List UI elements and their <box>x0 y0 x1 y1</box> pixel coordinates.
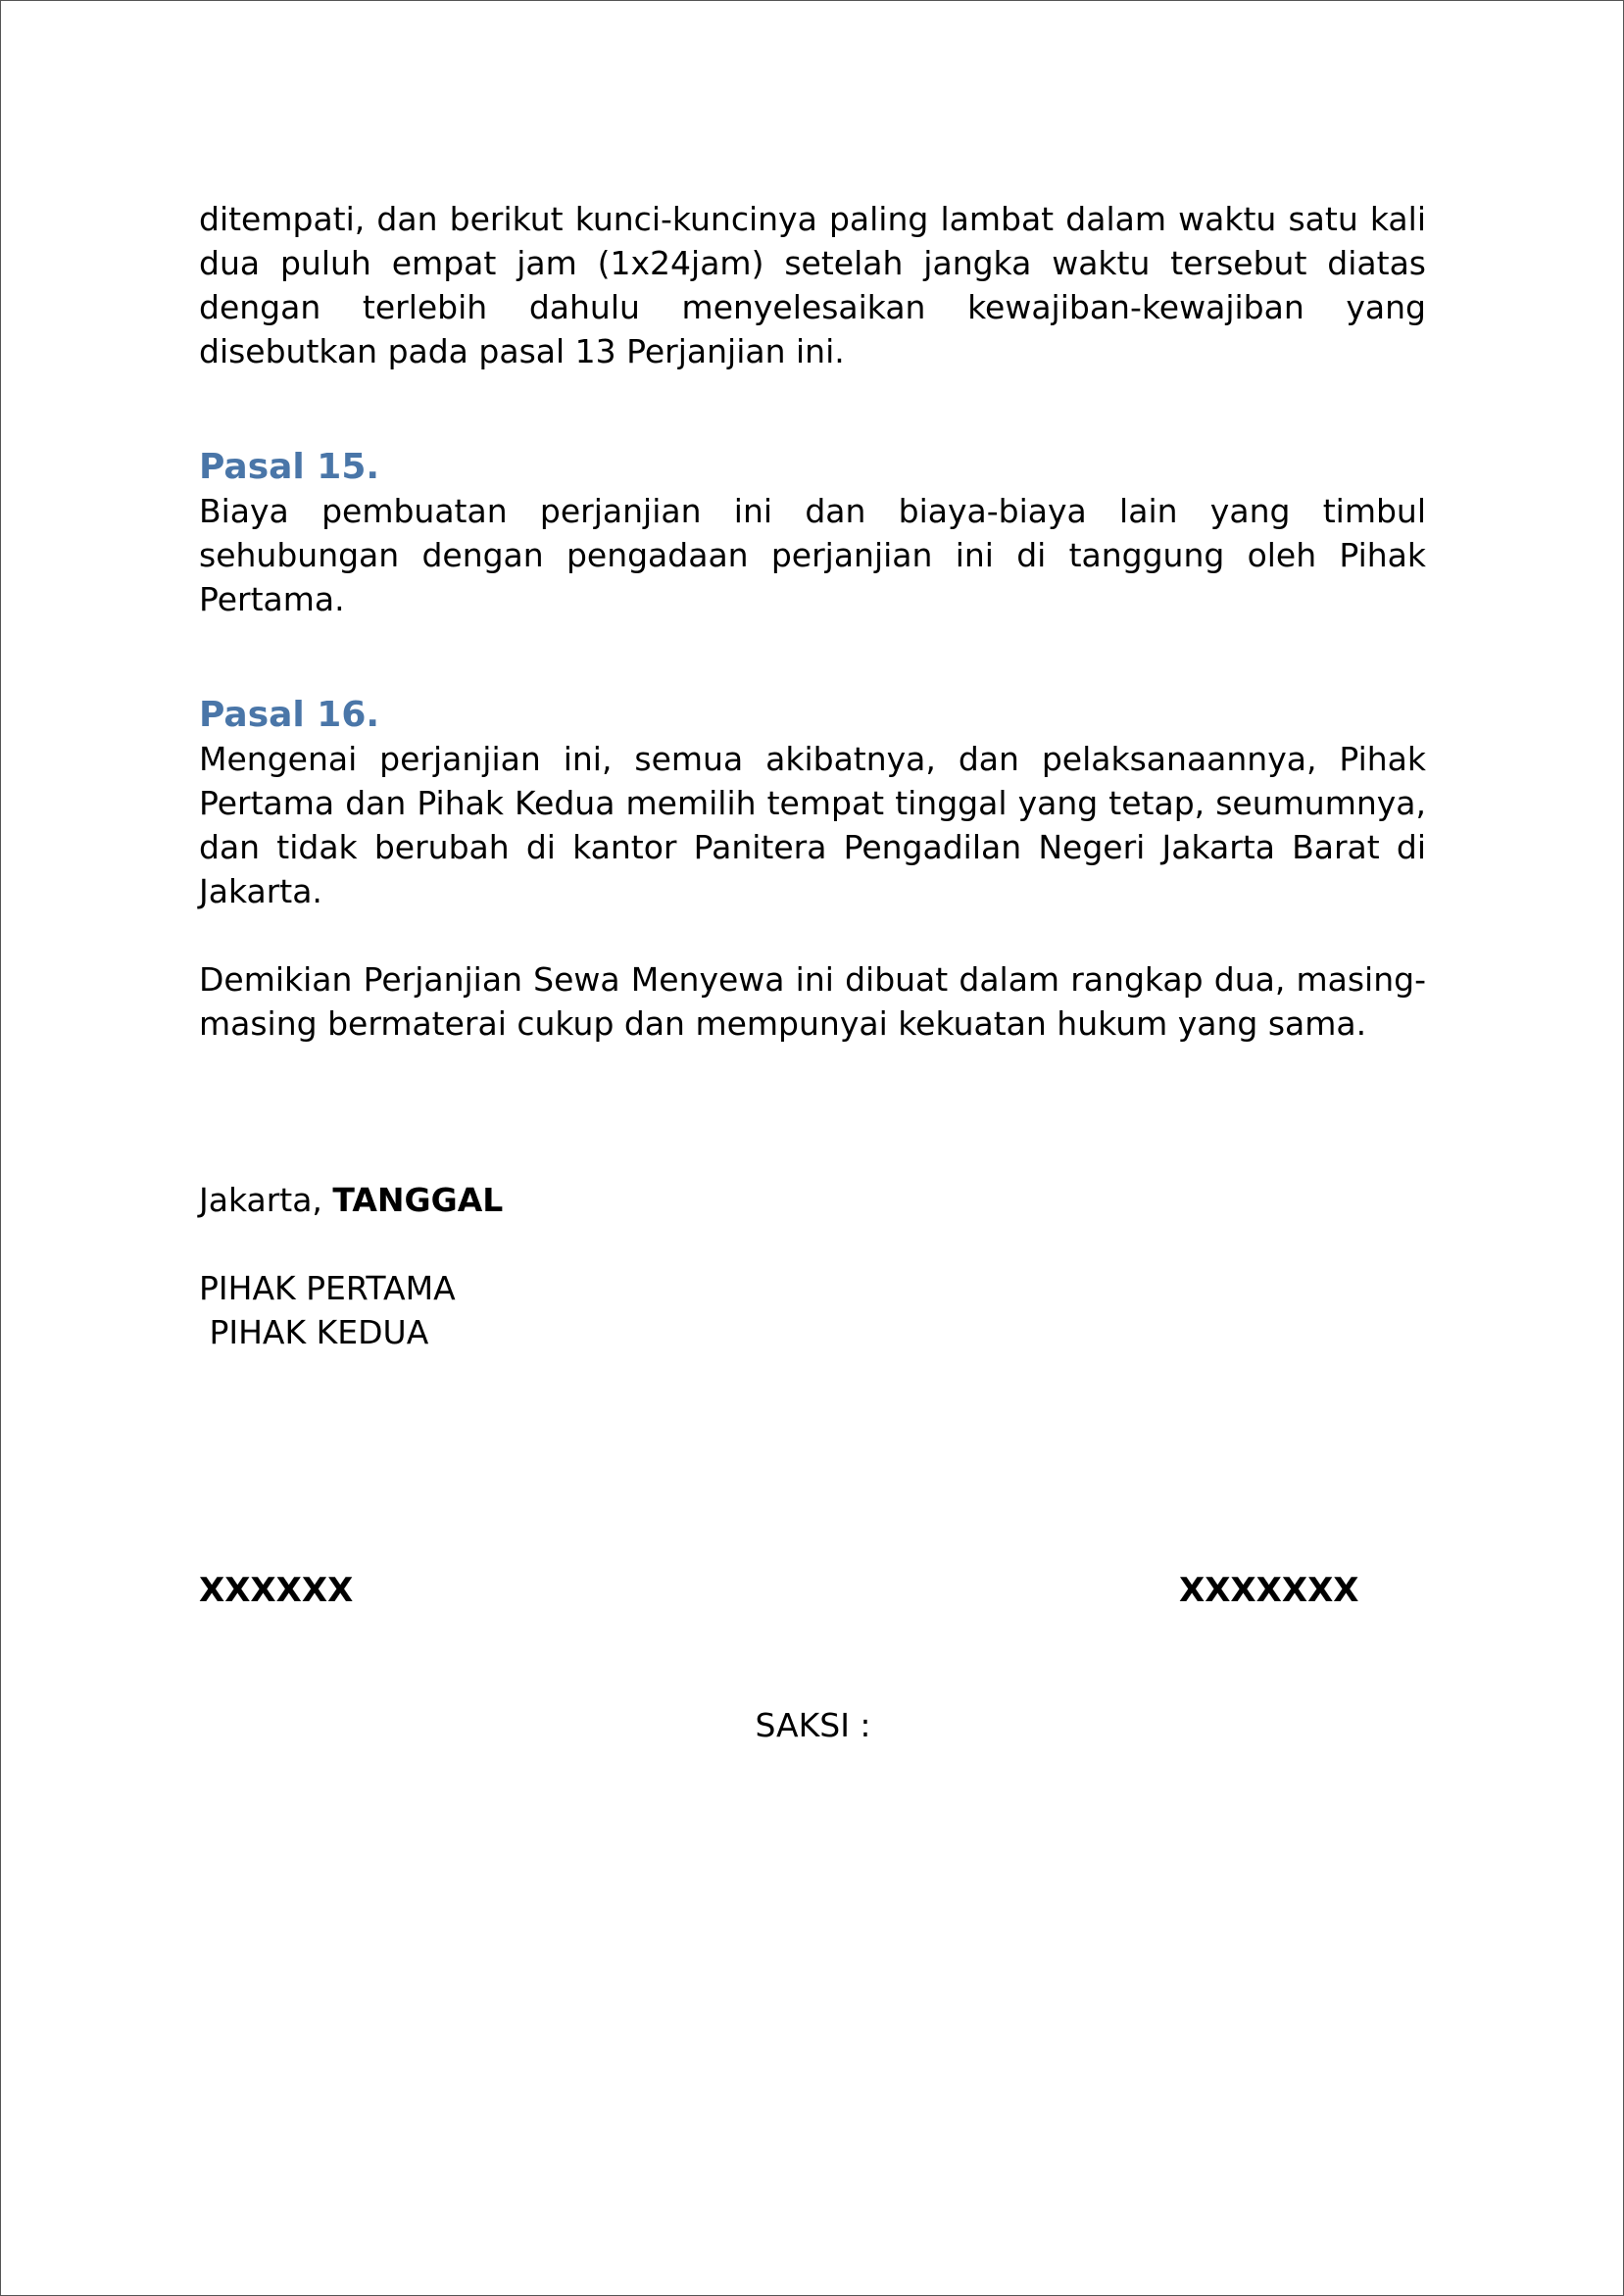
document-body <box>199 197 1426 1354</box>
pasal-16-heading: Pasal 16. <box>199 695 380 735</box>
pasal-15-body: Biaya pembuatan perjanjian ini dan biaya-biaya lain yang timbul sehubungan dengan pengadaan perjanjian ini di tanggung oleh Pihak Pertama. <box>199 492 1426 618</box>
signature-first-party: XXXXXX <box>199 1571 354 1610</box>
party-second-label: PIHAK KEDUA <box>199 1313 429 1351</box>
closing-paragraph: Demikian Perjanjian Sewa Menyewa ini dibuat dalam rangkap dua, masing-masing bermaterai cukup dan mempunyai kekuatan hukum yang sama. <box>199 960 1426 1043</box>
signature-row <box>199 1569 1426 1613</box>
pasal-15-heading: Pasal 15. <box>199 447 380 487</box>
witness-label: SAKSI : <box>755 1706 871 1744</box>
continuation-paragraph: ditempati, dan berikut kunci-kuncinya paling lambat dalam waktu satu kali dua puluh empat jam (1x24jam) setelah jangka waktu tersebut diatas dengan terlebih dahulu menyelesaikan kewajiban-kewajiban yang disebutkan pada pasal 13 Perjanjian ini. <box>199 200 1426 370</box>
date-line <box>199 1178 1426 1222</box>
pasal-16-body: Mengenai perjanjian ini, semua akibatnya, dan pelaksanaannya, Pihak Pertama dan Pihak Kedua memilih tempat tinggal yang tetap, seumumnya, dan tidak berubah di kantor Panitera Pengadilan Negeri Jakarta Barat di Jakarta. <box>199 740 1426 910</box>
date-place: Jakarta, <box>199 1181 333 1219</box>
signature-second-party: XXXXXXX <box>1179 1571 1359 1610</box>
party-first-label: PIHAK PERTAMA <box>199 1269 456 1307</box>
date-value: TANGGAL <box>332 1181 504 1219</box>
